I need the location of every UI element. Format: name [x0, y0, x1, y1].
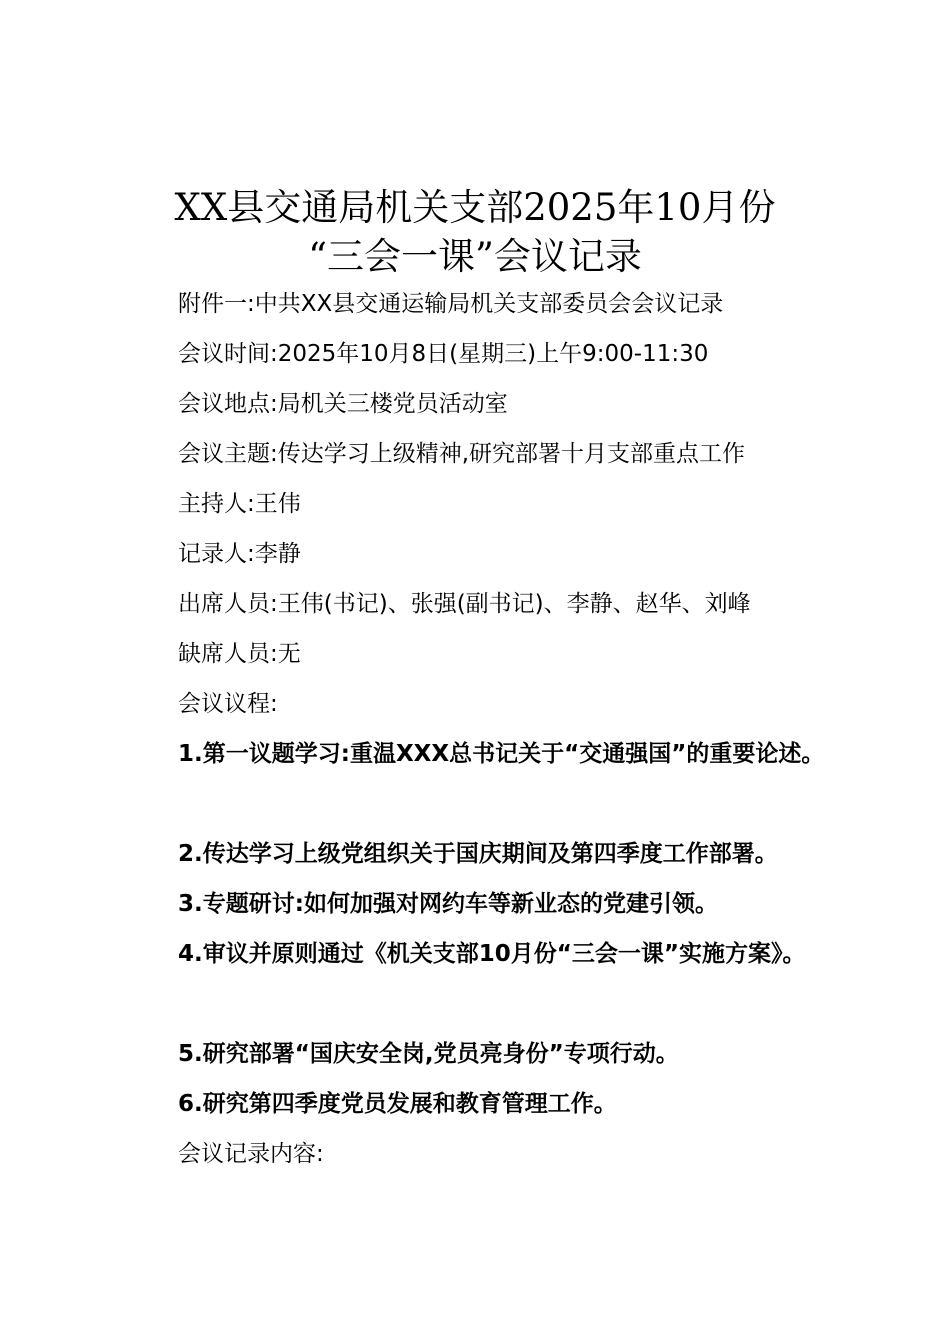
meeting-time: 会议时间:2025年10月8日(星期三)上午9:00-11:30	[178, 341, 709, 367]
agenda-item-1: 1.第一议题学习:重温XXX总书记关于“交通强国”的重要论述。	[178, 741, 825, 767]
meeting-theme: 会议主题:传达学习上级精神,研究部署十月支部重点工作	[178, 441, 746, 467]
agenda-item-4: 4.审议并原则通过《机关支部10月份“三会一课”实施方案》。	[178, 941, 806, 967]
document-title-line1: XX县交通局机关支部2025年10月份	[174, 186, 776, 229]
attachment-line: 附件一:中共XX县交通运输局机关支部委员会会议记录	[178, 291, 724, 317]
records-heading: 会议记录内容:	[178, 1141, 324, 1167]
meeting-attendees: 出席人员:王伟(书记)、张强(副书记)、李静、赵华、刘峰	[178, 591, 751, 617]
agenda-heading: 会议议程:	[178, 691, 278, 717]
meeting-host: 主持人:王伟	[178, 491, 301, 517]
meeting-recorder: 记录人:李静	[178, 541, 301, 567]
agenda-item-2: 2.传达学习上级党组织关于国庆期间及第四季度工作部署。	[178, 841, 778, 867]
agenda-item-3: 3.专题研讨:如何加强对网约车等新业态的党建引领。	[178, 891, 718, 917]
meeting-absentees: 缺席人员:无	[178, 641, 301, 667]
meeting-location: 会议地点:局机关三楼党员活动室	[178, 391, 508, 417]
agenda-item-6: 6.研究第四季度党员发展和教育管理工作。	[178, 1091, 617, 1117]
agenda-item-5: 5.研究部署“国庆安全岗,党员亮身份”专项行动。	[178, 1041, 679, 1067]
document-title-line2: “三会一课”会议记录	[308, 235, 642, 278]
